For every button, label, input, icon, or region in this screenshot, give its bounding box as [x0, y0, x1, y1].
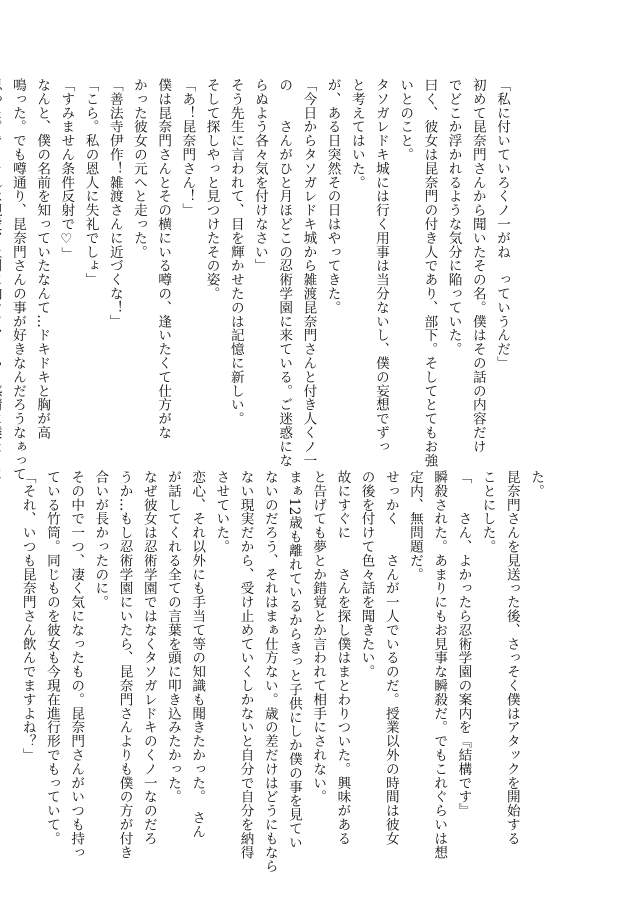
text-line: ている竹筒。同じものを彼女も今現在進行形でもっていて。 — [43, 470, 60, 846]
text-line: 昆奈門さんを見送った後、さっそく僕はアタックを開始する — [503, 470, 520, 846]
text-line — [0, 78, 6, 440]
lower-text-column — [19, 470, 548, 874]
text-line: 定内、無問題だ。 — [406, 470, 423, 582]
text-line: 「すみません条件反射で♡」 — [58, 78, 75, 262]
text-line: 「それ、いつも昆奈門さん飲んでますよね？」 — [19, 470, 36, 762]
text-line: 「あ！昆奈門さん！」 — [179, 78, 196, 217]
upper-text-column — [9, 78, 514, 482]
text-line: が話してくれる全ての言葉を頭に叩き込みたかった。 — [164, 470, 181, 804]
text-line: せっかく さんが一人でいるのだ。授業以外の時間は彼女 — [382, 470, 399, 846]
text-line: と考えてはいた。 — [348, 78, 365, 190]
text-line: 合いが長かったのに。 — [92, 470, 109, 609]
text-line: 「今日からタソガレドキ城から雑渡昆奈門さんと付き人くノ一 — [300, 78, 317, 468]
text-line: 初めて昆奈門さんから聞いたその名。僕はその話の内容だけ — [469, 78, 486, 454]
text-line: そう先生に言われて、目を輝かせたのは記憶に新しい。 — [227, 78, 244, 426]
text-line: の後を付けて色々話を聞きたい。 — [358, 470, 375, 679]
text-line: かった彼女の元へと走った。 — [130, 78, 147, 259]
text-line: 「善法寺伊作！雑渡さんに近づくな！」 — [106, 78, 123, 329]
text-line: 鳴った。でも噂通り、昆奈門さんの事が好きなんだろうなぁって — [9, 78, 26, 482]
text-line: が、ある日突然その日はやってきた。 — [324, 78, 341, 315]
text-line: させていた。 — [213, 470, 230, 554]
text-line: うか…もし忍術学園にいたら、昆奈門さんよりも僕の方が付き — [116, 470, 133, 860]
text-line: なんと、僕の名前を知っていたなんて…ドキドキと胸が高 — [34, 78, 51, 440]
text-line: 故にすぐに さんを探し僕はまとわりついた。興味がある — [334, 470, 351, 846]
text-line: 「私に付いていろくノ一がね っていうんだ」 — [494, 78, 510, 370]
text-line: ないのだろう、それはまぁ仕方ない。歳の差だけはどうにもなら — [261, 470, 278, 874]
text-line: 「 さん、よかったら忍術学園の案内を『結構です』 — [455, 470, 472, 818]
text-line: そして探しやっと見つけたその姿。 — [203, 78, 220, 301]
text-line: いとのこと。 — [397, 78, 414, 162]
text-line: 「こら。私の恩人に失礼でしょ」 — [82, 78, 99, 287]
text-line: た。 — [528, 470, 544, 498]
text-line: らぬよう各々気を付けなさい」 — [251, 78, 268, 273]
text-line: ことにした。 — [479, 470, 496, 554]
text-line: まぁ12歳も離れているからきっと子供にしか僕の事を見てい — [285, 470, 302, 850]
text-line: ない現実だから、受け止めていくしかないと自分で自分を納得 — [237, 470, 254, 860]
text-line: その中で一つ、凄く気になったもの。昆奈門さんがいつも持っ — [68, 470, 85, 860]
text-line: 恋心、それ以外にも手当て等の知識も聞きたかった。 さん — [189, 470, 206, 839]
text-line: なぜ彼女は忍術学園ではなくタソガレドキのくノ一なのだろ — [140, 470, 157, 846]
text-line: でどこか浮かれるような気分に陥っていた。 — [445, 78, 462, 356]
text-line: 曰く、彼女は昆奈門の付き人であり、部下。そしてとてもお強 — [421, 78, 438, 468]
text-line: タソガレドキ城には行く用事は当分ないし、僕の妄想でずっ — [372, 78, 389, 454]
text-line: 僕は昆奈門さんとその横にいる噂の、逢いたくて仕方がな — [155, 78, 172, 440]
text-line: と告げても夢とか錯覚とか言われて相手にされない。 — [310, 470, 327, 804]
text-line: 瞬殺された。あまりにもお見事な瞬殺だ。でもこれぐらいは想 — [431, 470, 448, 860]
text-line: の さんがひと月ほどこの忍術学園に来ている。ご迷惑にな — [276, 78, 293, 468]
